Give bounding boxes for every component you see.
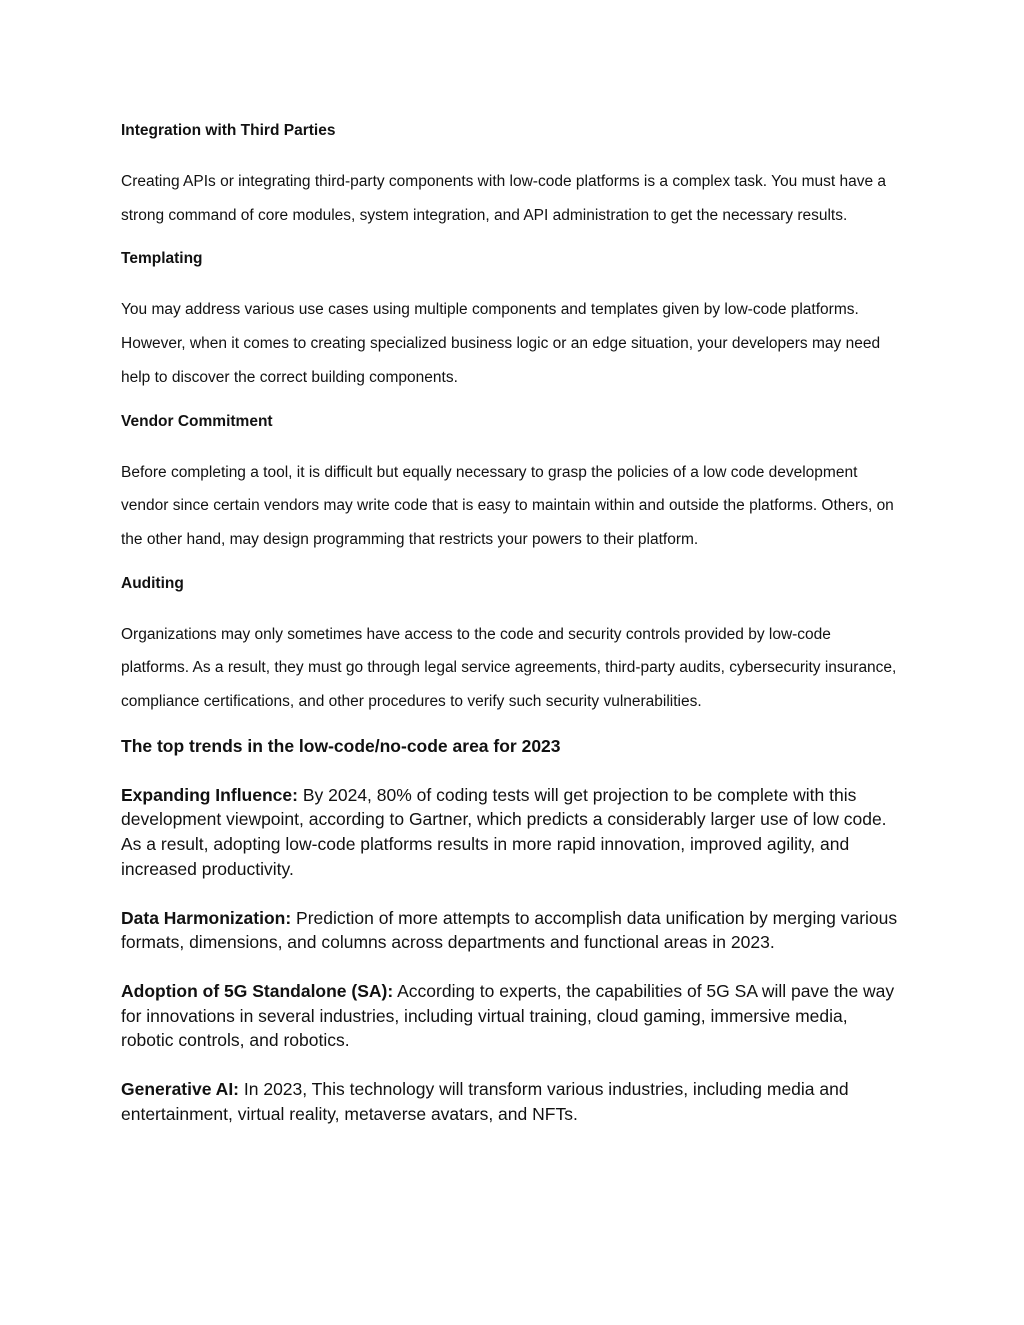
section-heading: Vendor Commitment (121, 412, 273, 430)
trend-lead: Generative AI: (121, 1079, 240, 1100)
section-body: Before completing a tool, it is difficult but equally necessary to grasp the policies of a low code development vendor since certain vendors may write code that is easy to maintain within and outside the platforms. Others, on the other hand, may design programming that restricts your powers to their platform. (121, 463, 894, 548)
trends-section (121, 733, 901, 1127)
trend-text: According to experts, the capabilities of 5G SA will pave the way for innovations in several industries, including virtual training, cloud gaming, immersive media, robotic controls, and robotics. (121, 980, 895, 1051)
section-heading: Auditing (121, 574, 184, 592)
trends-heading: The top trends in the low-code/no-code area for 2023 (121, 735, 561, 756)
section-body: You may address various use cases using multiple components and templates given by low-code platforms. However, when it comes to creating specialized business logic or an edge situation, your developers may need help to discover the correct building components. (121, 301, 881, 386)
trend-text: Prediction of more attempts to accomplish data unification by merging various formats, dimensions, and columns across departments and functional areas in 2023. (121, 907, 898, 953)
document-content (121, 118, 901, 1126)
trend-item (121, 1077, 901, 1126)
trend-text: By 2024, 80% of coding tests will get projection to be complete with this development viewpoint, according to Gartner, which predicts a considerably larger use of low code. As a result, adopting low-code platforms results in more rapid innovation, improved agility, and increased productivity. (121, 784, 887, 879)
section-templating (121, 246, 901, 394)
trend-lead: Adoption of 5G Standalone (SA): (121, 980, 394, 1001)
section-auditing (121, 571, 901, 719)
section-heading: Integration with Third Parties (121, 122, 336, 139)
section-body: Creating APIs or integrating third-party components with low-code platforms is a complex task. You must have a strong command of core modules, system integration, and API administration to get the necessary results. (121, 173, 887, 224)
section-heading: Templating (121, 250, 203, 268)
trend-item (121, 979, 901, 1053)
section-body: Organizations may only sometimes have access to the code and security controls provided by low-code platforms. As a result, they must go through legal service agreements, third-party audits, cybersecurity insurance, compliance certifications, and other procedures to verify such security vulnerabilities. (121, 625, 897, 711)
trend-item (121, 783, 901, 882)
trend-item (121, 906, 901, 955)
trend-lead: Expanding Influence: (121, 784, 298, 805)
trend-lead: Data Harmonization: (121, 907, 292, 928)
section-integration (121, 118, 901, 232)
trend-text: In 2023, This technology will transform various industries, including media and entertainment, virtual reality, metaverse avatars, and NFTs. (121, 1079, 849, 1124)
section-vendor-commitment (121, 409, 901, 557)
